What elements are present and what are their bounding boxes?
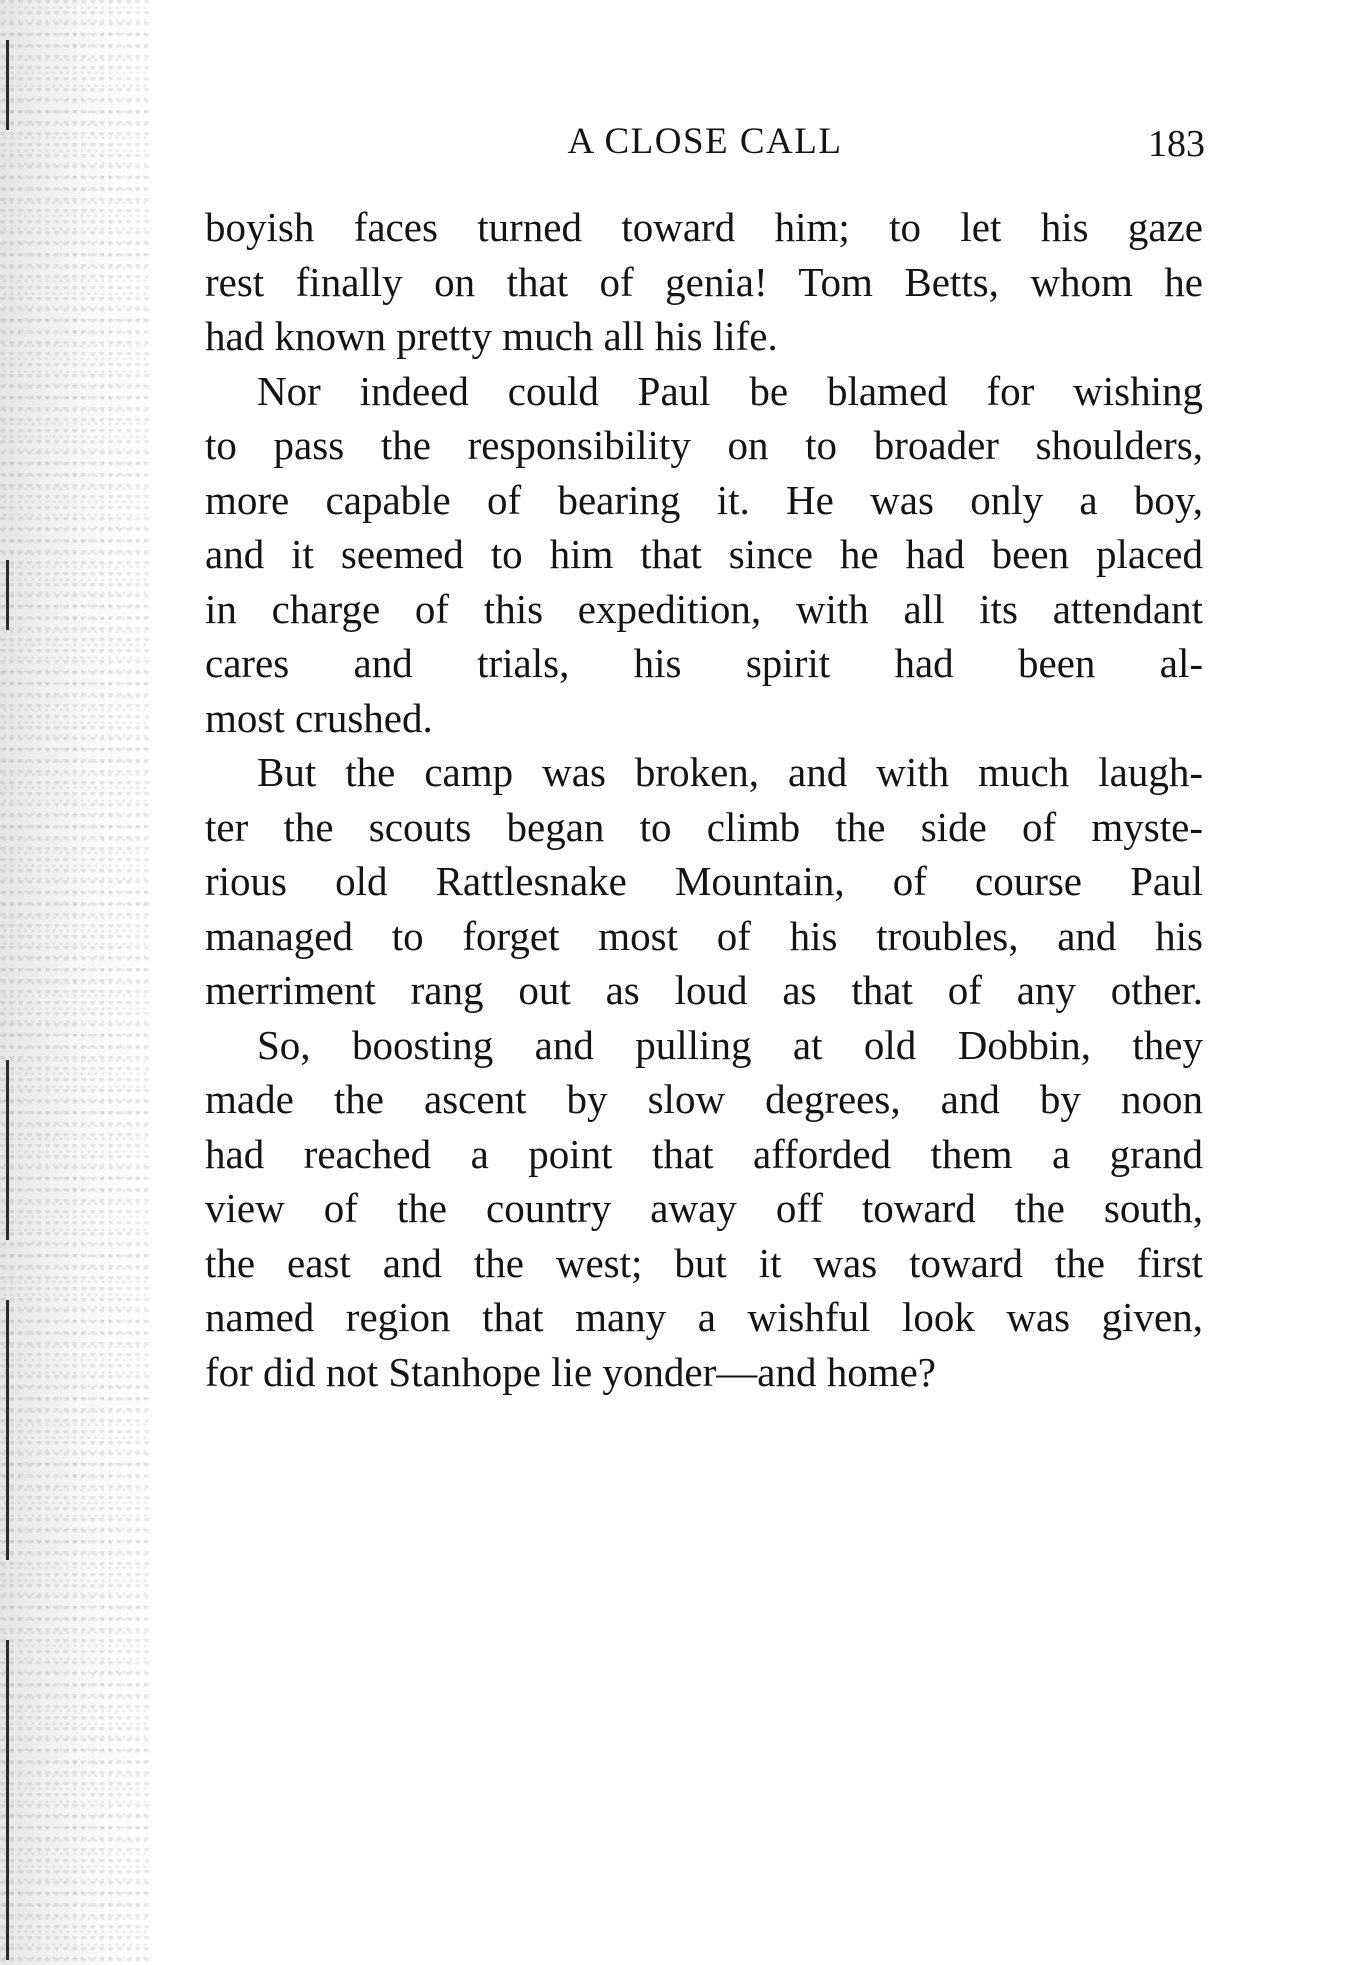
- text-line: cares and trials, his spirit had been al-: [205, 640, 1203, 686]
- text-line: merriment rang out as loud as that of any other.: [205, 967, 1203, 1013]
- text-line: Nor indeed could Paul be blamed for wishing: [257, 367, 1203, 414]
- binding-mark: [6, 1060, 9, 1240]
- text-line: in charge of this expedition, with all its attendant: [205, 585, 1203, 632]
- text-line: rest finally on that of genia! Tom Betts, whom he: [205, 258, 1203, 305]
- text-line: But the camp was broken, and with much laugh-: [257, 749, 1203, 795]
- text-line: rious old Rattlesnake Mountain, of course Paul: [205, 858, 1203, 904]
- text-line: managed to forget most of his troubles, and his: [205, 912, 1203, 959]
- binding-mark: [6, 1300, 9, 1560]
- body-text: [205, 200, 1203, 1399]
- text-line: view of the country away off toward the south,: [205, 1185, 1203, 1231]
- text-line: So, boosting and pulling at old Dobbin, they: [257, 1021, 1203, 1068]
- text-line: for did not Stanhope lie yonder—and home?: [205, 1348, 936, 1395]
- text-line: most crushed.: [205, 694, 433, 741]
- text-line: ter the scouts began to climb the side of myste-: [205, 803, 1203, 850]
- page-number: 183: [1148, 123, 1205, 165]
- text-line: had reached a point that afforded them a grand: [205, 1130, 1203, 1177]
- running-head: A CLOSE CALL: [567, 121, 843, 162]
- text-line: more capable of bearing it. He was only a boy,: [205, 476, 1203, 523]
- text-line: boyish faces turned toward him; to let his gaze: [205, 204, 1203, 250]
- text-line: made the ascent by slow degrees, and by noon: [205, 1076, 1203, 1122]
- binding-mark: [6, 1640, 9, 1960]
- text-line: to pass the responsibility on to broader shoulders,: [205, 422, 1203, 468]
- text-line: named region that many a wishful look was given,: [205, 1294, 1203, 1340]
- binding-mark: [6, 40, 9, 130]
- text-line: the east and the west; but it was toward the first: [205, 1239, 1203, 1286]
- text-line: and it seemed to him that since he had been placed: [205, 531, 1203, 577]
- binding-mark: [6, 560, 9, 630]
- text-line: had known pretty much all his life.: [205, 313, 778, 359]
- binding-edge-shadow: [0, 0, 150, 1965]
- page-header: [205, 112, 1205, 172]
